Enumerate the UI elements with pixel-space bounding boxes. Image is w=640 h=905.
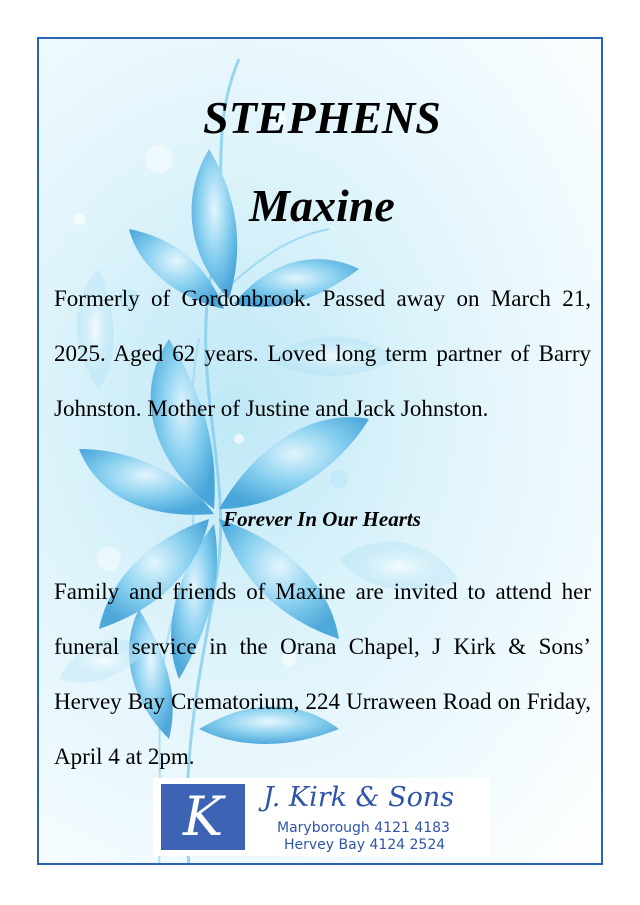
surname-heading: STEPHENS bbox=[203, 92, 441, 143]
monogram-icon bbox=[161, 784, 245, 850]
notice-paragraph-1: Formerly of Gordonbrook. Passed away on March 21, 2025. Aged 62 years. Loved long term partner of Barry Johnston. Mother of Justine and Jack Johnston. bbox=[54, 286, 591, 421]
tagline: Forever In Our Hearts bbox=[223, 507, 421, 531]
first-name-heading: Maxine bbox=[249, 180, 395, 231]
funeral-home-name: J. Kirk & Sons bbox=[263, 782, 455, 813]
phone-hervey-bay: Hervey Bay 4124 2524 bbox=[284, 837, 446, 853]
notice-frame bbox=[37, 37, 603, 865]
notice-paragraph-2: Family and friends of Maxine are invited to attend her funeral service in the Orana Chapel, J Kirk & Sons’ Hervey Bay Crematorium, 224 Urraween Road on Friday, April 4 at 2pm. bbox=[54, 579, 591, 769]
phone-maryborough: Maryborough 4121 4183 bbox=[277, 820, 450, 836]
funeral-home-logo bbox=[153, 778, 490, 856]
monogram-letter: K bbox=[182, 785, 224, 848]
